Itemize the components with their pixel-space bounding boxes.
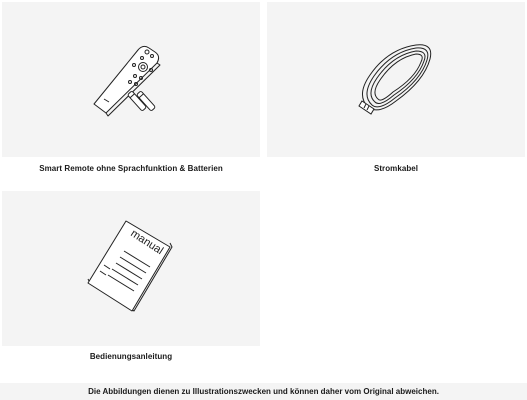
accessory-card-power-cable	[267, 2, 525, 180]
accessory-image-tile	[267, 2, 525, 157]
accessory-card-manual	[2, 191, 260, 371]
illustration-disclaimer: Die Abbildungen dienen zu Illustrationszwecken und können daher vom Original abweichen.	[0, 383, 527, 400]
accessory-label: Stromkabel	[373, 164, 419, 173]
accessory-card-remote	[2, 2, 260, 180]
accessory-label: Smart Remote ohne Sprachfunktion & Batterien	[39, 164, 223, 173]
remote-control-icon	[71, 30, 191, 130]
manual-icon	[76, 219, 186, 319]
power-cable-icon	[346, 35, 446, 125]
accessory-image-tile	[2, 191, 260, 346]
accessory-image-tile	[2, 2, 260, 157]
accessory-label: Bedienungsanleitung	[89, 352, 173, 361]
manual-cover-text: manual	[128, 226, 166, 257]
